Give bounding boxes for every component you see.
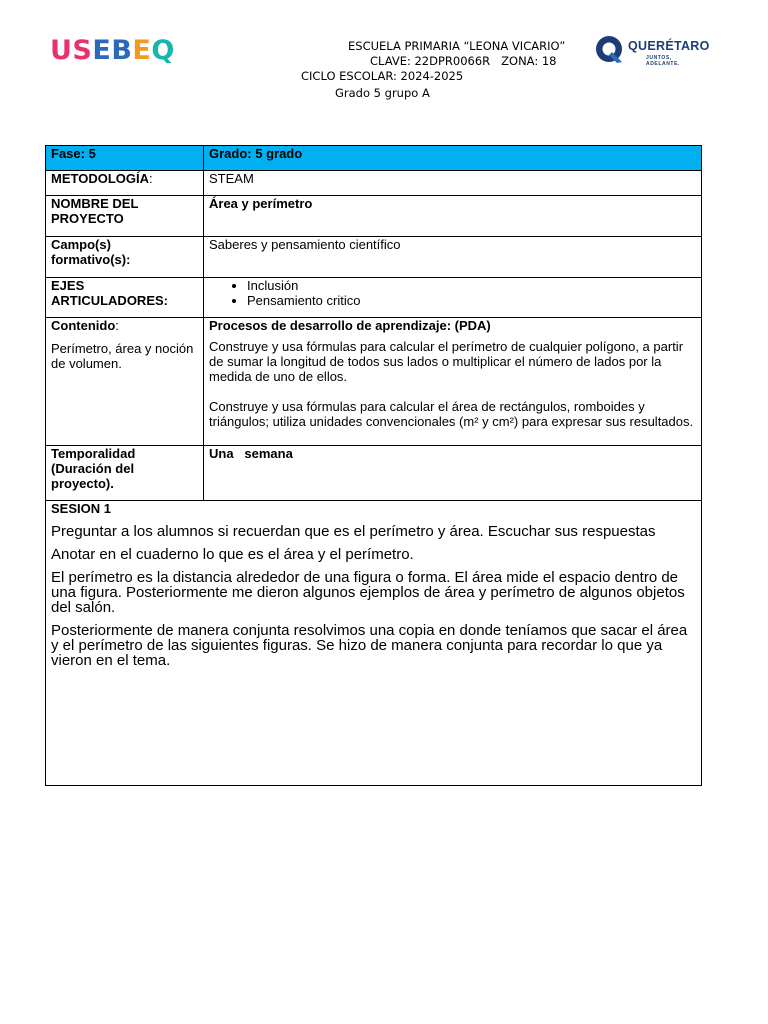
school-name: ESCUELA PRIMARIA “LEONA VICARIO”: [348, 39, 566, 53]
session-title: SESION 1: [51, 501, 111, 516]
pda-text-2: Construye y usa fórmulas para calcular el área de rectángulos, romboides y triángulos; utiliza unidades convencionales (m² y cm²) para expresar sus resultados.: [209, 399, 694, 429]
session-paragraph-2: Anotar en el cuaderno lo que es el área y el perímetro.: [51, 546, 414, 563]
list-item: • Inclusión: [247, 278, 696, 293]
ejes-label: [46, 278, 204, 318]
school-grade-group: Grado 5 grupo A: [335, 86, 430, 100]
logo-part-3: E: [132, 35, 152, 66]
ejes-list: [209, 278, 696, 308]
campo-label: [46, 237, 204, 278]
nombre-value: Área y perímetro: [204, 196, 702, 237]
pda-text-1: Construye y usa fórmulas para calcular el perímetro de cualquier polígono, a partir de sumar la longitud de todos sus lados o multiplicar el número de lados por la medida de uno de ellos.: [209, 339, 684, 384]
pda-cell: [204, 318, 702, 446]
metodologia-value: STEAM: [204, 171, 702, 196]
metodologia-label: [46, 171, 204, 196]
nombre-label: [46, 196, 204, 237]
table-row: [46, 237, 702, 278]
queretaro-logo: [594, 34, 710, 67]
queretaro-name: QUERÉTARO: [628, 39, 710, 53]
session-paragraph-3: El perímetro es la distancia alrededor de una figura o forma. El área mide el espacio dentro de una figura. Posteriormente me dieron algunos ejemplos de área y perímetro de algunos objetos del salón.: [51, 569, 685, 616]
school-cycle: CICLO ESCOLAR: 2024-2025: [301, 69, 464, 83]
session-paragraph-4: Posteriormente de manera conjunta resolvimos una copia en donde teníamos que sacar el área y el perímetro de las siguientes figuras. Se hizo de manera conjunta para recordar lo que ya vieron en el tema.: [51, 622, 688, 669]
campo-label-line-1: Campo(s): [51, 237, 111, 252]
usebeq-logo: [50, 36, 175, 66]
nombre-label-line-2: PROYECTO: [51, 211, 124, 226]
table-row: [46, 446, 702, 501]
metodologia-colon: :: [148, 171, 153, 186]
queretaro-tagline: JUNTOS, ADELANTE.: [646, 55, 681, 67]
session-cell: [46, 501, 702, 786]
pda-label: Procesos de desarrollo de aprendizaje: (PDA): [209, 318, 491, 333]
ejes-label-line-2: ARTICULADORES:: [51, 293, 168, 308]
temporalidad-label: Temporalidad (Duración del proyecto).: [46, 446, 204, 501]
ejes-value: [204, 278, 702, 318]
campo-value: Saberes y pensamiento científico: [204, 237, 702, 278]
school-clave: CLAVE: 22DPR0066R ZONA: 18: [370, 54, 557, 68]
campo-label-line-2: formativo(s):: [51, 252, 131, 267]
ejes-label-line-1: EJES: [51, 278, 85, 293]
table-row: [46, 196, 702, 237]
nombre-label-line-1: NOMBRE DEL: [51, 196, 139, 211]
contenido-label: Contenido: [51, 318, 116, 333]
table-row: [46, 318, 702, 446]
logo-part-2: EB: [92, 35, 133, 66]
grado-cell: Grado: 5 grado: [204, 146, 702, 171]
metodologia-label-text: METODOLOGÍA: [51, 171, 149, 186]
temporalidad-value: Una semana: [204, 446, 702, 501]
logo-part-4: Q: [151, 35, 175, 66]
contenido-colon: :: [115, 318, 119, 333]
fase-cell: Fase: 5: [46, 146, 204, 171]
logo-part-1: US: [50, 35, 93, 66]
session-paragraph-1: Preguntar a los alumnos si recuerdan que es el perímetro y área. Escuchar sus respuestas: [51, 523, 656, 540]
table-row: [46, 278, 702, 318]
table-row: [46, 171, 702, 196]
contenido-value: Perímetro, área y noción de volumen.: [51, 341, 194, 371]
table-row: [46, 146, 702, 171]
planning-table: [45, 145, 702, 786]
list-item: • Pensamiento critico: [247, 293, 696, 308]
table-row: [46, 501, 702, 786]
queretaro-mark-icon: [594, 34, 626, 66]
contenido-cell: [46, 318, 204, 446]
